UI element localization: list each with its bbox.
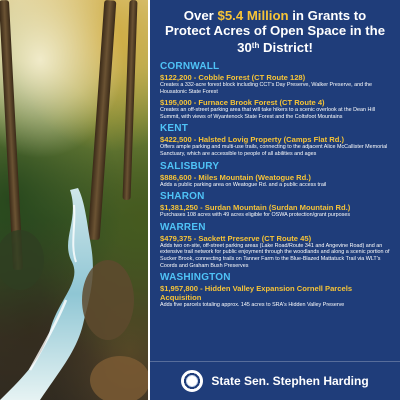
grant-description: Adds a public parking area on Weatogue Rd. and a public access trail xyxy=(160,181,327,188)
grant-description: Creates a 332-acre forest block including CCT's Day Preserve, Walker Preserve, and the Housatonic State Forest xyxy=(160,82,373,95)
headline xyxy=(160,8,390,55)
town-name: WARREN xyxy=(160,221,206,233)
town-name: CORNWALL xyxy=(160,61,220,72)
grant-title: $479,375 - Sackett Preserve (CT Route 45) xyxy=(160,233,312,243)
footer xyxy=(150,361,400,400)
forest-stream-photo xyxy=(0,0,148,400)
town-name: SALISBURY xyxy=(160,160,220,172)
headline-prefix: Over xyxy=(183,8,218,23)
grant-title: $422,500 - Halsted Lovig Property (Camps Flat Rd.) xyxy=(160,135,344,145)
grant-description: Creates an off-street parking area that will take hikers to a scenic overlook at the Dean Hill Summit, with views of Wyantenock State Forest and the Coltsfoot Mountains xyxy=(160,107,376,120)
stream-water xyxy=(0,0,148,400)
town-section-cornwall xyxy=(160,61,390,120)
grant-title: $122,200 - Cobble Forest (CT Route 128) xyxy=(160,73,306,82)
grant-title: $195,000 - Furnace Brook Forest (CT Route 4) xyxy=(160,98,325,108)
grant-title: $886,600 - Miles Mountain (Weatogue Rd.) xyxy=(160,172,311,182)
senator-name: State Sen. Stephen Harding xyxy=(211,374,369,388)
grant-title: $1,381,250 - Surdan Mountain (Surdan Mountain Rd.) xyxy=(160,203,351,213)
headline-middle: in Grants to Protect Acres of Open Space in the 30 xyxy=(164,8,386,55)
grant-description: Adds two on-site, off-street parking areas (Lake Road/Route 341 and Angevine Road) and an extensive trail network for public enjoyment through the woodlands and along a scenic portion of Sucker Brook, connecting trails on Tanner Farm to the Blue-Blazed Mattatuck Trail via WLT's Coords and Graham Bush Preserves xyxy=(160,242,390,269)
town-section-warren xyxy=(160,222,390,269)
grant-description: Offers ample parking and multi-use trails, connecting to the adjacent Alice McCallister Memorial Sanctuary, which are accessible to people of all abilities and ages xyxy=(160,144,388,157)
headline-suffix: District! xyxy=(259,40,313,55)
grants-panel xyxy=(148,0,400,400)
grant-description: Adds five parcels totaling approx. 145 acres to SRA's Hidden Valley Preserve xyxy=(160,302,345,309)
town-section-washington xyxy=(160,272,390,309)
town-section-salisbury xyxy=(160,161,390,189)
state-senate-seal-icon xyxy=(181,370,203,392)
town-name: KENT xyxy=(160,123,189,135)
town-section-kent xyxy=(160,123,390,157)
grants-content xyxy=(150,0,400,362)
grant-description: Purchases 108 acres with 49 acres eligible for OSWA protection/grant purposes xyxy=(160,212,351,219)
town-name: WASHINGTON xyxy=(160,272,231,284)
headline-ordinal: th xyxy=(251,41,260,50)
grant-title: $1,957,800 - Hidden Valley Expansion Cornell Parcels Acquisition xyxy=(160,284,353,303)
town-name: SHARON xyxy=(160,191,205,203)
headline-amount: $5.4 Million xyxy=(217,8,289,23)
town-section-sharon xyxy=(160,191,390,219)
